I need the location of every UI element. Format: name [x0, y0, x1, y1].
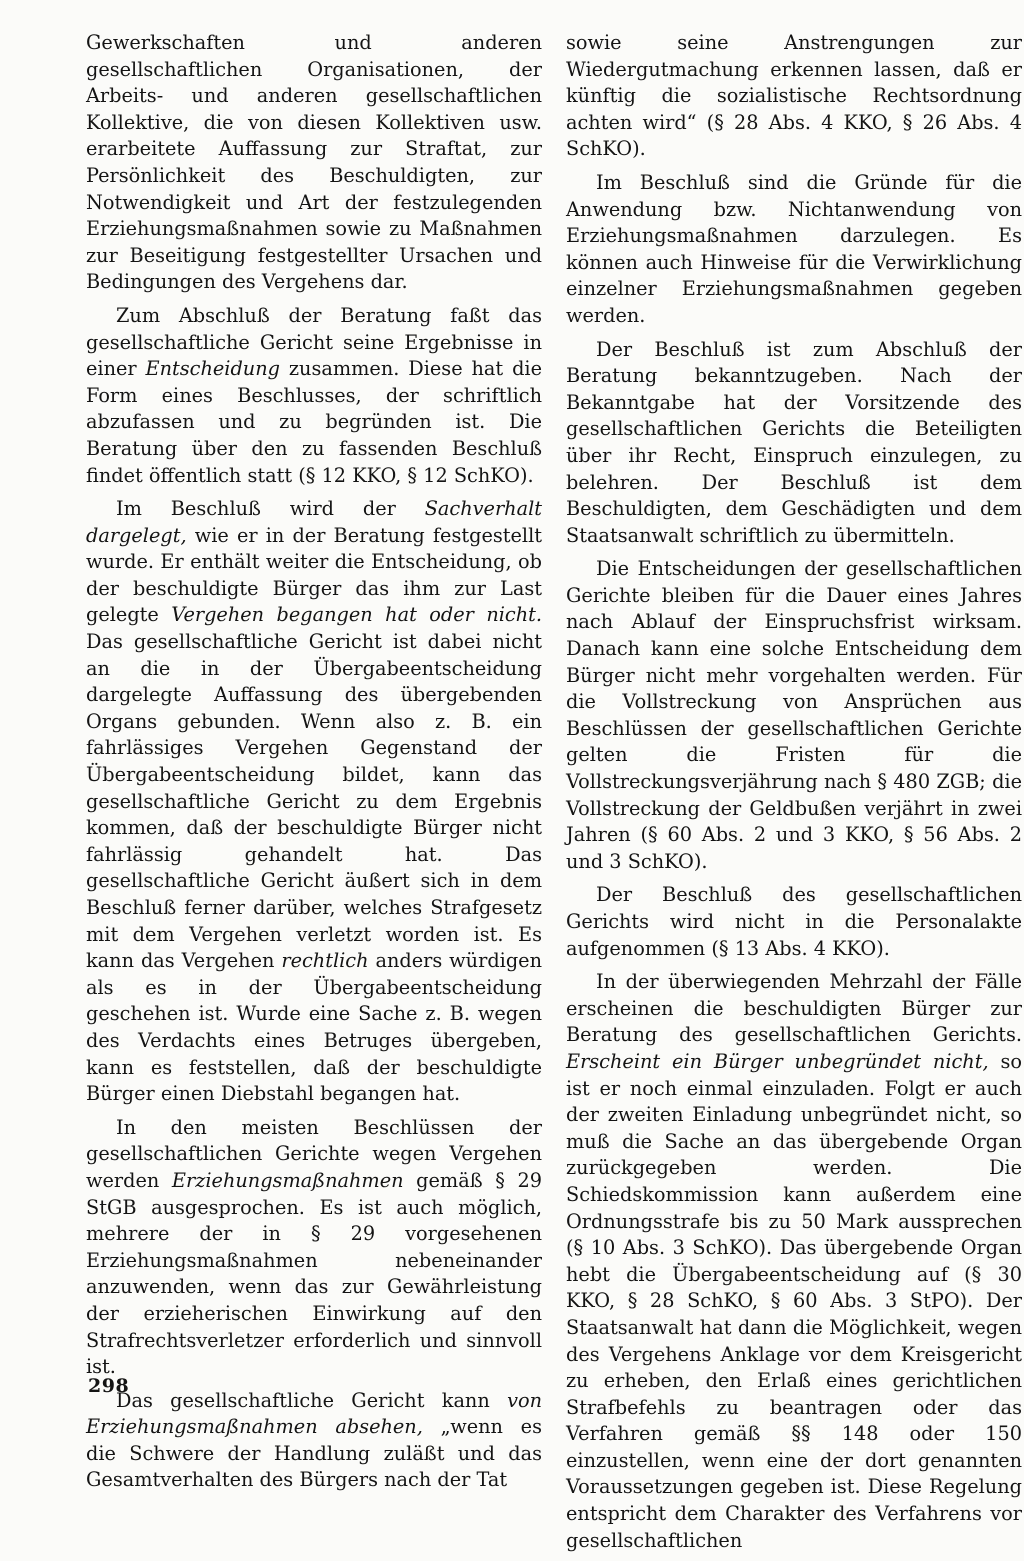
text-run: Zum Abschluß der Beratung faßt das gesellschaftliche Gericht seine Ergebnisse in einer: [86, 303, 542, 381]
text-run: Das gesellschaftliche Gericht ist dabei nicht an die in der Übergabeentscheidung dargelegte Auffassung des übergebenden Organs gebunden. Wenn also z. B. ein fahrlässiges Vergehen Gegenstand der Übergabeentscheidung bildet, kann das gesellschaftliche Gericht zu dem Ergebnis kommen, daß der beschuldigte Bürger nicht fahrlässig gehandelt hat. Das gesellschaftliche Gericht äußert sich in dem Beschluß ferner darüber, welches Strafgesetz mit dem Vergehen verletzt worden ist. Es kann das Vergehen: [86, 630, 542, 973]
text-run: Im Beschluß sind die Gründe für die Anwendung bzw. Nichtanwendung von Erziehungsmaßnahmen darzulegen. Es können auch Hinweise für die Verwirklichung einzelner Erziehungsmaßnahmen gegeben werden.: [566, 170, 1022, 327]
text-run: so ist er noch einmal einzuladen. Folgt er auch der zweiten Einladung unbegründet nicht, so muß die Sache an das übergebende Organ zurückgegeben werden. Die Schiedskommission kann außerdem eine Ordnungsstrafe bis zu 50 Mark aussprechen (§ 10 Abs. 3 SchKO). Das übergebende Organ hebt die Übergabeentscheidung auf (§ 30 KKO, § 28 SchKO, § 60 Abs. 3 StPO). Der Staatsanwalt hat dann die Möglichkeit, wegen des Vergehens Anklage vor dem Kreisgericht zu erheben, den Erlaß eines gerichtlichen Strafbefehls zu beantragen oder das Verfahren gemäß §§ 148 oder 150 einzustellen, wenn eine der dort genannten Voraussetzungen gegeben ist. Diese Regelung entspricht dem Charakter des Verfahrens vor gesellschaftlichen: [566, 1049, 1022, 1552]
paragraph-p3: [86, 496, 542, 1108]
paragraph-p7: [566, 170, 1022, 330]
emphasized-text: von Erziehungsmaßnahmen absehen,: [86, 1388, 542, 1439]
paragraph-p11: [566, 969, 1022, 1554]
text-run: Im Beschluß wird der: [116, 497, 425, 521]
text-run: Der Beschluß des gesellschaftlichen Gerichts wird nicht in die Personalakte aufgenommen (§ 13 Abs. 4 KKO).: [566, 883, 1022, 960]
right-text-column: [566, 30, 1022, 1561]
text-run: „wenn es die Schwere der Handlung zuläßt und das Gesamtverhalten des Bürgers nach der Tat: [86, 1415, 542, 1492]
paragraph-p8: [566, 337, 1022, 550]
paragraph-p1: [86, 30, 542, 296]
paragraph-p2: [86, 303, 542, 489]
paragraph-p10: [566, 882, 1022, 962]
paragraph-p9: [566, 556, 1022, 875]
emphasized-text: Erscheint ein Bürger unbegründet nicht,: [566, 1049, 989, 1073]
paragraph-p6: [566, 30, 1022, 163]
paragraph-p4: [86, 1115, 542, 1381]
text-run: Die Entscheidungen der gesellschaftlichen Gerichte bleiben für die Dauer eines Jahres nach Ablauf der Einspruchsfrist wirksam. Danach kann eine solche Entscheidung dem Bürger nicht mehr vorgehalten werden. Für die Vollstreckung von Ansprüchen aus Beschlüssen der gesellschaftlichen Gerichte gelten die Fristen für die Vollstreckungsverjährung nach § 480 ZGB; die Vollstreckung der Geldbußen verjährt in zwei Jahren (§ 60 Abs. 2 und 3 KKO, § 56 Abs. 2 und 3 SchKO).: [566, 557, 1022, 873]
text-run: Gewerkschaften und anderen gesellschaftlichen Organisationen, der Arbeits- und anderen gesellschaftlichen Kollektive, die von diesen Kollektiven usw. erarbeitete Auffassung zur Straftat, zur Persönlichkeit des Beschuldigten, zur Notwendigkeit und Art der festzulegenden Erziehungsmaßnahmen sowie zu Maßnahmen zur Beseitigung festgestellter Ursachen und Bedingungen des Vergehens dar.: [86, 31, 542, 294]
text-run: anders würdigen als es in der Übergabeentscheidung geschehen ist. Wurde eine Sache z. B. wegen des Verdachts eines Betruges übergeben, kann es feststellen, daß der beschuldigte Bürger einen Diebstahl begangen hat.: [86, 949, 542, 1106]
emphasized-text: Entscheidung: [145, 357, 280, 381]
page-number: 298: [88, 1375, 130, 1397]
text-run: gemäß § 29 StGB ausgesprochen. Es ist auch möglich, mehrere der in § 29 vorgesehenen Erziehungsmaßnahmen nebeneinander anzuwenden, wenn das zur Gewährleistung der erzieherischen Einwirkung auf den Strafrechtsverletzer erforderlich und sinnvoll ist.: [86, 1168, 542, 1379]
paragraph-p5: [86, 1388, 542, 1494]
text-run: sowie seine Anstrengungen zur Wiedergutmachung erkennen lassen, daß er künftig die sozialistische Rechtsordnung achten wird“ (§ 28 Abs. 4 KKO, § 26 Abs. 4 SchKO).: [566, 31, 1022, 161]
text-run: zusammen. Diese hat die Form eines Beschlusses, der schriftlich abzufassen und zu begründen ist. Die Beratung über den zu fassenden Beschluß findet öffentlich statt (§ 12 KKO, § 12 SchKO).: [86, 357, 542, 487]
text-run: Der Beschluß ist zum Abschluß der Beratung bekanntzugeben. Nach der Bekanntgabe hat der Vorsitzende des gesellschaftlichen Gerichts die Beteiligten über ihr Recht, Einspruch einzulegen, zu belehren. Der Beschluß ist dem Beschuldigten, dem Geschädigten und dem Staatsanwalt schriftlich zu übermitteln.: [566, 337, 1022, 547]
text-run: wie er in der Beratung festgestellt wurde. Er enthält weiter die Entscheidung, ob der beschuldigte Bürger das ihm zur Last gelegte: [86, 523, 542, 627]
text-run: In den meisten Beschlüssen der gesellschaftlichen Gerichte wegen Vergehen werden: [86, 1115, 542, 1192]
left-text-column: [86, 30, 542, 1501]
emphasized-text: Sachverhalt dargelegt,: [86, 497, 542, 547]
emphasized-text: Vergehen begangen hat oder nicht.: [171, 603, 542, 627]
emphasized-text: rechtlich: [281, 949, 369, 973]
text-run: In der überwiegenden Mehrzahl der Fälle erscheinen die beschuldigten Bürger zur Beratung des gesellschaftlichen Gerichts.: [566, 970, 1022, 1047]
text-run: Das gesellschaftliche Gericht kann: [116, 1388, 508, 1412]
emphasized-text: Erziehungsmaßnahmen: [171, 1168, 404, 1192]
